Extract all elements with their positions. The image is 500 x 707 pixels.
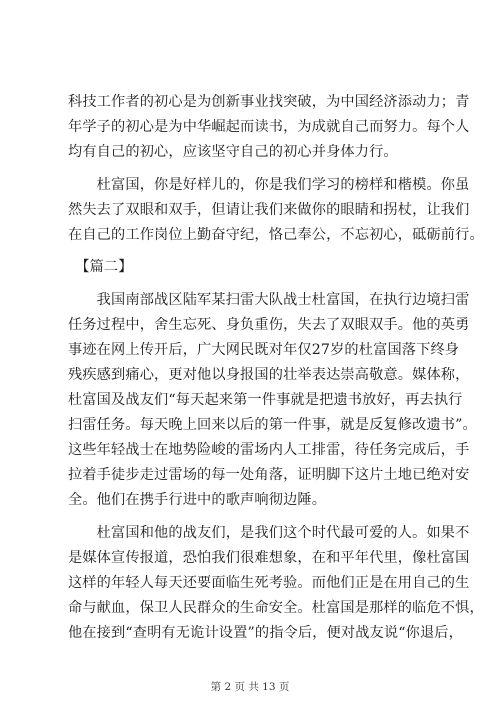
text-line: 这些年轻战士在地势险峻的雷场内人工排雷，待任务完成后，手 <box>68 442 470 458</box>
text-line: 在自己的工作岗位上勤奋守纪，恪己奉公，不忘初心，砥砺前行。 <box>68 227 484 243</box>
text-line: 均有自己的初心，应该坚守自己的初心并身体力行。 <box>68 144 398 160</box>
text-line: 残疾感到痛心，更对他以身报国的壮举表达崇高敬意。媒体称， <box>68 367 470 383</box>
text-line: 是媒体宣传报道，恐怕我们很难想象，在和平年代里，像杜富国 <box>68 550 470 566</box>
text-line: 杜富国和他的战友们，是我们这个时代最可爱的人。如果不 <box>68 525 470 541</box>
text-line: 我国南部战区陆军某扫雷大队战士杜富国，在执行边境扫雷 <box>68 292 470 308</box>
text-line: 科技工作者的初心是为创新事业找突破，为中国经济添动力；青 <box>68 94 470 110</box>
text-line: 杜富国，你是好样儿的，你是我们学习的榜样和楷模。你虽 <box>68 177 470 193</box>
page-footer: 第 2 页 共 13 页 <box>210 681 290 693</box>
text-line: 他在接到“查明有无诡计设置”的指令后，便对战友说“你退后， <box>68 625 463 641</box>
text-line: 全。他们在携手行进中的歌声响彻边陲。 <box>68 492 327 508</box>
section-heading: 【篇二】 <box>68 259 133 275</box>
text-line: 扫雷任务。每天晚上回来以后的第一件事，就是反复修改遗书”。 <box>68 417 477 433</box>
text-line: 然失去了双眼和双手，但请让我们来做你的眼睛和拐杖，让我们 <box>68 202 470 218</box>
text-line: 杜富国及战友们“每天起来第一件事就是把遗书放好，再去执行 <box>68 392 463 408</box>
text-line: 这样的年轻人每天还要面临生死考验。而他们正是在用自己的生 <box>68 575 470 591</box>
text-line: 年学子的初心是为中华崛起而读书，为成就自己而努力。每个人 <box>68 119 470 135</box>
text-line: 事迹在网上传开后，广大网民既对年仅27岁的杜富国落下终身 <box>68 342 460 358</box>
text-line: 任务过程中，舍生忘死、身负重伤，失去了双眼双手。他的英勇 <box>68 317 470 333</box>
text-line: 命与献血，保卫人民群众的生命安全。杜富国是那样的临危不惧， <box>68 600 484 616</box>
text-line: 拉着手徒步走过雷场的每一处角落，证明脚下这片土地已绝对安 <box>68 467 470 483</box>
